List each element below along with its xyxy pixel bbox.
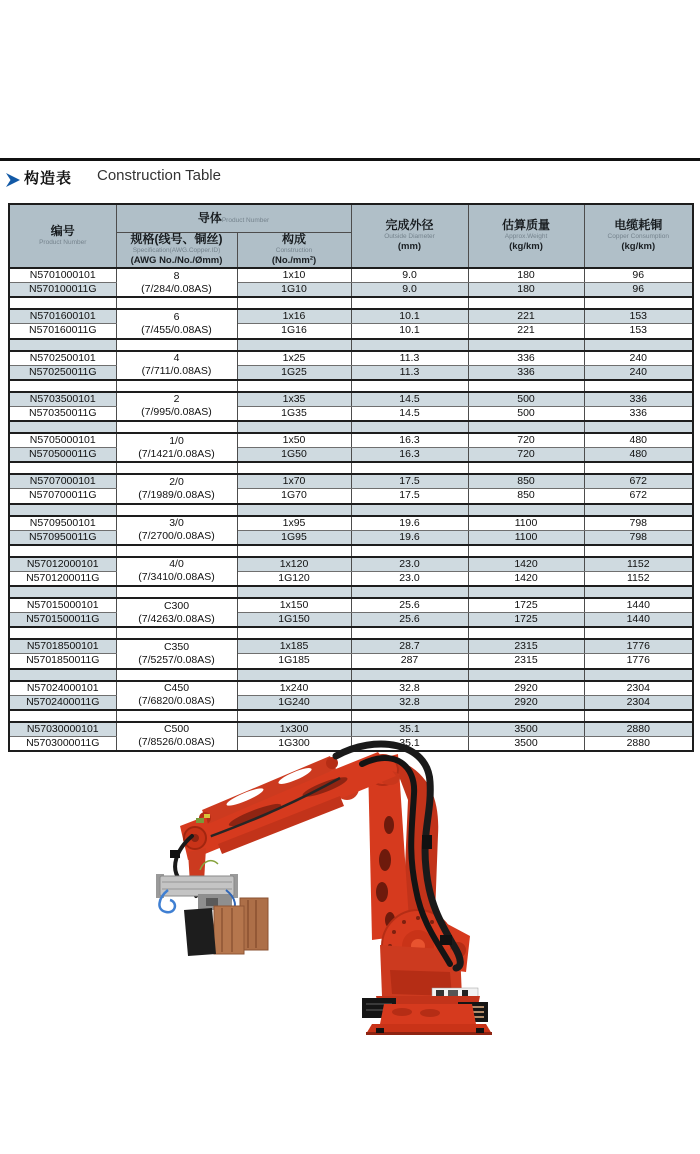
cell-copper: 2880 [584, 736, 693, 751]
spacer-cell [9, 545, 116, 557]
cell-product-number: N5702500101 [9, 351, 116, 366]
cell-product-number: N570500011G [9, 448, 116, 463]
spacer-cell [116, 669, 237, 681]
spacer-cell [351, 586, 468, 598]
spacer-cell [9, 380, 116, 392]
spacer-cell [9, 297, 116, 309]
cell-product-number: N57015000101 [9, 598, 116, 613]
cell-product-number: N5701850011G [9, 654, 116, 669]
spacer-cell [351, 545, 468, 557]
spacer-cell [468, 462, 584, 474]
spacer-cell [584, 710, 693, 722]
spacer-cell [584, 504, 693, 516]
cell-copper: 1776 [584, 639, 693, 654]
cell-spec: C500 (7/8526/0.08AS) [116, 722, 237, 751]
cell-product-number: N57030000101 [9, 722, 116, 737]
cell-copper: 1776 [584, 654, 693, 669]
spacer-cell [584, 669, 693, 681]
cell-copper: 672 [584, 489, 693, 504]
spacer-cell [9, 627, 116, 639]
spacer-cell [237, 586, 351, 598]
cell-outside-diameter: 23.0 [351, 571, 468, 586]
spacer-cell [351, 504, 468, 516]
cell-outside-diameter: 14.5 [351, 406, 468, 421]
cell-outside-diameter: 16.3 [351, 448, 468, 463]
cell-construction: 1x150 [237, 598, 351, 613]
cell-outside-diameter: 35.1 [351, 722, 468, 737]
cell-product-number: N570950011G [9, 530, 116, 545]
cell-weight: 1725 [468, 598, 584, 613]
cell-product-number: N5701000101 [9, 268, 116, 283]
cell-construction: 1x185 [237, 639, 351, 654]
cell-construction: 1G300 [237, 736, 351, 751]
cell-construction: 1G25 [237, 365, 351, 380]
cell-outside-diameter: 25.6 [351, 598, 468, 613]
cell-product-number: N57018500101 [9, 639, 116, 654]
cell-construction: 1G185 [237, 654, 351, 669]
spacer-cell [351, 297, 468, 309]
cell-weight: 500 [468, 406, 584, 421]
spacer-cell [237, 710, 351, 722]
spacer-cell [468, 545, 584, 557]
spacer-cell [237, 297, 351, 309]
col-header-construction: 构成 Construction (No./mm²) [237, 232, 351, 268]
cell-copper: 96 [584, 268, 693, 283]
cell-construction: 1x50 [237, 433, 351, 448]
cell-product-number: N570350011G [9, 406, 116, 421]
cell-copper: 798 [584, 516, 693, 531]
cell-spec: 8 (7/284/0.08AS) [116, 268, 237, 297]
cell-weight: 2920 [468, 681, 584, 696]
cell-spec: 1/0 (7/1421/0.08AS) [116, 433, 237, 462]
spacer-cell [468, 339, 584, 351]
spacer-cell [116, 380, 237, 392]
cell-weight: 1420 [468, 557, 584, 572]
spacer-cell [237, 462, 351, 474]
cell-weight: 221 [468, 309, 584, 324]
cell-outside-diameter: 14.5 [351, 392, 468, 407]
cell-product-number: N57024000101 [9, 681, 116, 696]
spacer-cell [9, 462, 116, 474]
cell-outside-diameter: 9.0 [351, 283, 468, 298]
spacer-cell [584, 339, 693, 351]
cell-outside-diameter: 11.3 [351, 365, 468, 380]
spacer-cell [116, 421, 237, 433]
cell-product-number: N57012000101 [9, 557, 116, 572]
cell-copper: 1152 [584, 557, 693, 572]
cell-weight: 1100 [468, 530, 584, 545]
cell-product-number: N570100011G [9, 283, 116, 298]
spacer-cell [116, 297, 237, 309]
spacer-cell [468, 297, 584, 309]
cell-construction: 1G70 [237, 489, 351, 504]
cell-weight: 1420 [468, 571, 584, 586]
col-header-outside-diameter: 完成外径 Outside Diameter (mm) [351, 204, 468, 268]
spacer-cell [237, 545, 351, 557]
cell-construction: 1x120 [237, 557, 351, 572]
cell-construction: 1x16 [237, 309, 351, 324]
cell-copper: 672 [584, 474, 693, 489]
col-header-conductor-group: 导体Product Number [116, 204, 351, 232]
spacer-cell [468, 586, 584, 598]
spacer-cell [351, 710, 468, 722]
spacer-cell [584, 297, 693, 309]
spacer-cell [351, 462, 468, 474]
spacer-cell [351, 339, 468, 351]
cell-outside-diameter: 10.1 [351, 324, 468, 339]
cell-outside-diameter: 17.5 [351, 474, 468, 489]
section-divider-line [0, 158, 700, 161]
cell-construction: 1G10 [237, 283, 351, 298]
spacer-cell [9, 504, 116, 516]
cell-outside-diameter: 25.6 [351, 613, 468, 628]
cell-weight: 336 [468, 351, 584, 366]
cell-construction: 1G120 [237, 571, 351, 586]
spacer-cell [351, 421, 468, 433]
cell-outside-diameter: 10.1 [351, 309, 468, 324]
spacer-cell [237, 669, 351, 681]
cell-construction: 1x25 [237, 351, 351, 366]
spacer-cell [9, 669, 116, 681]
cell-construction: 1G240 [237, 695, 351, 710]
col-header-approx-weight: 估算质量 Approx.Weight (kg/km) [468, 204, 584, 268]
col-header-spec: 规格(线号、铜丝) Specification(AWG.Copper.ID) (AWG No./No./Ømm) [116, 232, 237, 268]
cell-construction: 1x240 [237, 681, 351, 696]
cell-outside-diameter: 28.7 [351, 639, 468, 654]
cell-copper: 153 [584, 309, 693, 324]
spacer-cell [116, 339, 237, 351]
cell-outside-diameter: 16.3 [351, 433, 468, 448]
cell-construction: 1G35 [237, 406, 351, 421]
cell-copper: 1440 [584, 613, 693, 628]
cell-outside-diameter: 17.5 [351, 489, 468, 504]
cell-copper: 480 [584, 433, 693, 448]
cell-spec: 4/0 (7/3410/0.08AS) [116, 557, 237, 586]
spacer-cell [9, 339, 116, 351]
cell-spec: 4 (7/711/0.08AS) [116, 351, 237, 380]
cell-weight: 720 [468, 448, 584, 463]
cell-copper: 96 [584, 283, 693, 298]
spacer-cell [584, 627, 693, 639]
spacer-cell [116, 627, 237, 639]
cell-weight: 500 [468, 392, 584, 407]
cell-product-number: N5701500011G [9, 613, 116, 628]
spacer-cell [9, 710, 116, 722]
cell-product-number: N5707000101 [9, 474, 116, 489]
spacer-cell [116, 710, 237, 722]
cell-copper: 2304 [584, 681, 693, 696]
cell-copper: 153 [584, 324, 693, 339]
spacer-cell [116, 545, 237, 557]
cell-construction: 1x300 [237, 722, 351, 737]
cell-weight: 3500 [468, 736, 584, 751]
spacer-cell [351, 380, 468, 392]
cell-construction: 1x10 [237, 268, 351, 283]
spacer-cell [468, 669, 584, 681]
cell-product-number: N570250011G [9, 365, 116, 380]
cell-construction: 1x70 [237, 474, 351, 489]
cell-weight: 1725 [468, 613, 584, 628]
cell-copper: 336 [584, 406, 693, 421]
cell-outside-diameter: 35.1 [351, 736, 468, 751]
cell-weight: 720 [468, 433, 584, 448]
cell-product-number: N5709500101 [9, 516, 116, 531]
cell-construction: 1x95 [237, 516, 351, 531]
cell-spec: C450 (7/6820/0.08AS) [116, 681, 237, 710]
cell-outside-diameter: 19.6 [351, 530, 468, 545]
cell-outside-diameter: 19.6 [351, 516, 468, 531]
cell-outside-diameter: 32.8 [351, 695, 468, 710]
cell-construction: 1G95 [237, 530, 351, 545]
section-title-zh: 构造表 [24, 170, 73, 187]
cell-weight: 850 [468, 474, 584, 489]
cell-product-number: N5701600101 [9, 309, 116, 324]
cell-outside-diameter: 287 [351, 654, 468, 669]
spacer-cell [468, 504, 584, 516]
cell-weight: 2315 [468, 654, 584, 669]
cell-weight: 1100 [468, 516, 584, 531]
spacer-cell [116, 586, 237, 598]
cell-weight: 3500 [468, 722, 584, 737]
robot-photo [140, 740, 560, 1060]
spacer-cell [351, 669, 468, 681]
spacer-cell [468, 421, 584, 433]
cell-outside-diameter: 32.8 [351, 681, 468, 696]
cell-copper: 480 [584, 448, 693, 463]
col-header-product-number: 编号 Product Number [9, 204, 116, 268]
cell-construction: 1G50 [237, 448, 351, 463]
cell-copper: 336 [584, 392, 693, 407]
cell-copper: 2304 [584, 695, 693, 710]
spacer-cell [584, 545, 693, 557]
cell-weight: 2920 [468, 695, 584, 710]
cell-product-number: N570160011G [9, 324, 116, 339]
spacer-cell [9, 421, 116, 433]
spacer-cell [9, 586, 116, 598]
cell-product-number: N5705000101 [9, 433, 116, 448]
cell-copper: 1152 [584, 571, 693, 586]
cell-weight: 221 [468, 324, 584, 339]
cell-copper: 240 [584, 351, 693, 366]
col-header-copper-consumption: 电缆耗铜 Copper Consumption (kg/km) [584, 204, 693, 268]
spacer-cell [116, 504, 237, 516]
cell-spec: 2 (7/995/0.08AS) [116, 392, 237, 421]
spacer-cell [237, 421, 351, 433]
cell-spec: 6 (7/455/0.08AS) [116, 309, 237, 338]
cell-copper: 2880 [584, 722, 693, 737]
construction-table [8, 203, 694, 752]
cell-construction: 1x35 [237, 392, 351, 407]
cell-product-number: N5703500101 [9, 392, 116, 407]
cell-copper: 1440 [584, 598, 693, 613]
cell-weight: 336 [468, 365, 584, 380]
cell-product-number: N5703000011G [9, 736, 116, 751]
cell-copper: 240 [584, 365, 693, 380]
cell-weight: 2315 [468, 639, 584, 654]
spacer-cell [468, 380, 584, 392]
cell-outside-diameter: 11.3 [351, 351, 468, 366]
spacer-cell [237, 380, 351, 392]
cell-product-number: N5701200011G [9, 571, 116, 586]
spacer-cell [116, 462, 237, 474]
cell-weight: 850 [468, 489, 584, 504]
spacer-cell [237, 339, 351, 351]
spacer-cell [237, 504, 351, 516]
cell-spec: C350 (7/5257/0.08AS) [116, 639, 237, 668]
section-title-en: Construction Table [97, 167, 221, 184]
cell-product-number: N570700011G [9, 489, 116, 504]
spacer-cell [237, 627, 351, 639]
cell-spec: 3/0 (7/2700/0.08AS) [116, 516, 237, 545]
spacer-cell [584, 462, 693, 474]
cell-outside-diameter: 9.0 [351, 268, 468, 283]
cell-product-number: N5702400011G [9, 695, 116, 710]
cell-copper: 798 [584, 530, 693, 545]
cell-weight: 180 [468, 268, 584, 283]
spacer-cell [584, 586, 693, 598]
spacer-cell [351, 627, 468, 639]
cell-spec: C300 (7/4263/0.08AS) [116, 598, 237, 627]
spacer-cell [468, 710, 584, 722]
spacer-cell [584, 421, 693, 433]
cell-construction: 1G16 [237, 324, 351, 339]
spacer-cell [468, 627, 584, 639]
spacer-cell [584, 380, 693, 392]
cell-outside-diameter: 23.0 [351, 557, 468, 572]
cell-spec: 2/0 (7/1989/0.08AS) [116, 474, 237, 503]
section-arrow-icon [5, 172, 21, 188]
cell-weight: 180 [468, 283, 584, 298]
cell-construction: 1G150 [237, 613, 351, 628]
